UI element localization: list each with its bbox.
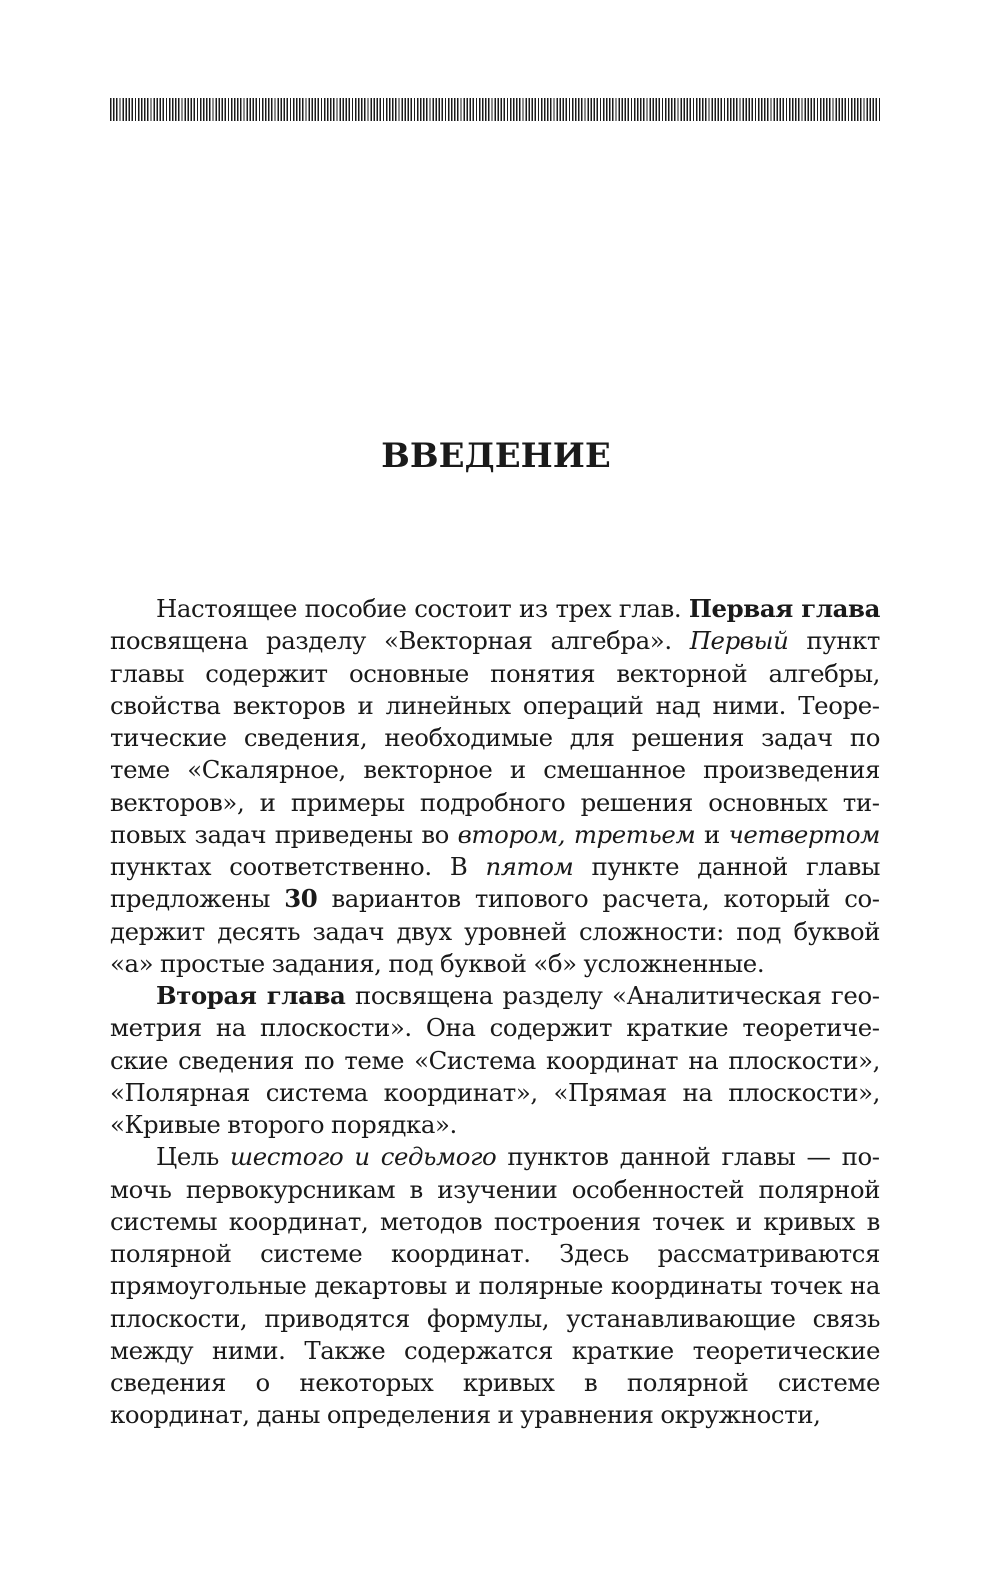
top-decorative-rule — [110, 98, 882, 121]
text-segment-italic: пятом — [485, 852, 574, 881]
text-segment: пунктов данной главы — помочь первокурсникам в изучении особенностей полярной системы координат, методов построения точек и кривых в полярной системе координат. Здесь рассматриваются прямоугольные декартовы и полярные координаты точек на плоскости, приводятся формулы, устанавливающие связь между ними. Также содержатся краткие теоретические сведения о некоторых кривых в полярной системе координат, даны определения и уравнения окружности, — [110, 1142, 881, 1430]
text-segment: посвящена разделу «Векторная алгебра». — [110, 626, 690, 656]
text-segment: Настоящее пособие состоит из трех глав. — [156, 594, 689, 623]
text-segment-italic: шестого и седьмого — [230, 1142, 497, 1172]
text-segment: пункте данной главы предложены — [110, 852, 880, 914]
body-text — [110, 593, 880, 1432]
text-segment-italic: втором, третьем — [457, 819, 696, 849]
text-segment: и — [695, 819, 729, 849]
paragraph-1 — [110, 593, 880, 980]
text-segment: пунктах соответственно. В — [110, 852, 486, 881]
text-segment: вариантов типового расчета, который содержит десять задач двух уровней сложности: под буквой «а» простые задания, под буквой «б» усложненные. — [110, 884, 880, 978]
text-segment: посвящена разделу «Аналитическая геометрия на плоскости». Она содержит краткие теоретические сведения по теме «Система координат на плоскости», «Полярная система координат», «Прямая на плоскости», «Кривые второго порядка». — [110, 981, 880, 1139]
paragraph-3 — [110, 1141, 880, 1431]
text-segment-italic: Первый — [689, 626, 789, 656]
chapter-title: ВВЕДЕНИЕ — [381, 436, 611, 476]
text-segment-bold: Вторая глава — [156, 981, 346, 1010]
text-segment: Цель — [156, 1142, 230, 1172]
text-segment-italic: четвертом — [728, 819, 880, 849]
paragraph-2 — [110, 980, 880, 1141]
text-segment-bold: Первая глава — [688, 594, 880, 623]
text-segment: пункт главы содержит основные понятия векторной алгебры, свойства векторов и линейных операций над ними. Теоретические сведения, необходимые для решения задач по теме «Скалярное, векторное и смешанное произведения векторов», и примеры подробного решения основных типовых задач приведены во — [110, 626, 880, 849]
text-segment-bold: 30 — [284, 884, 318, 914]
